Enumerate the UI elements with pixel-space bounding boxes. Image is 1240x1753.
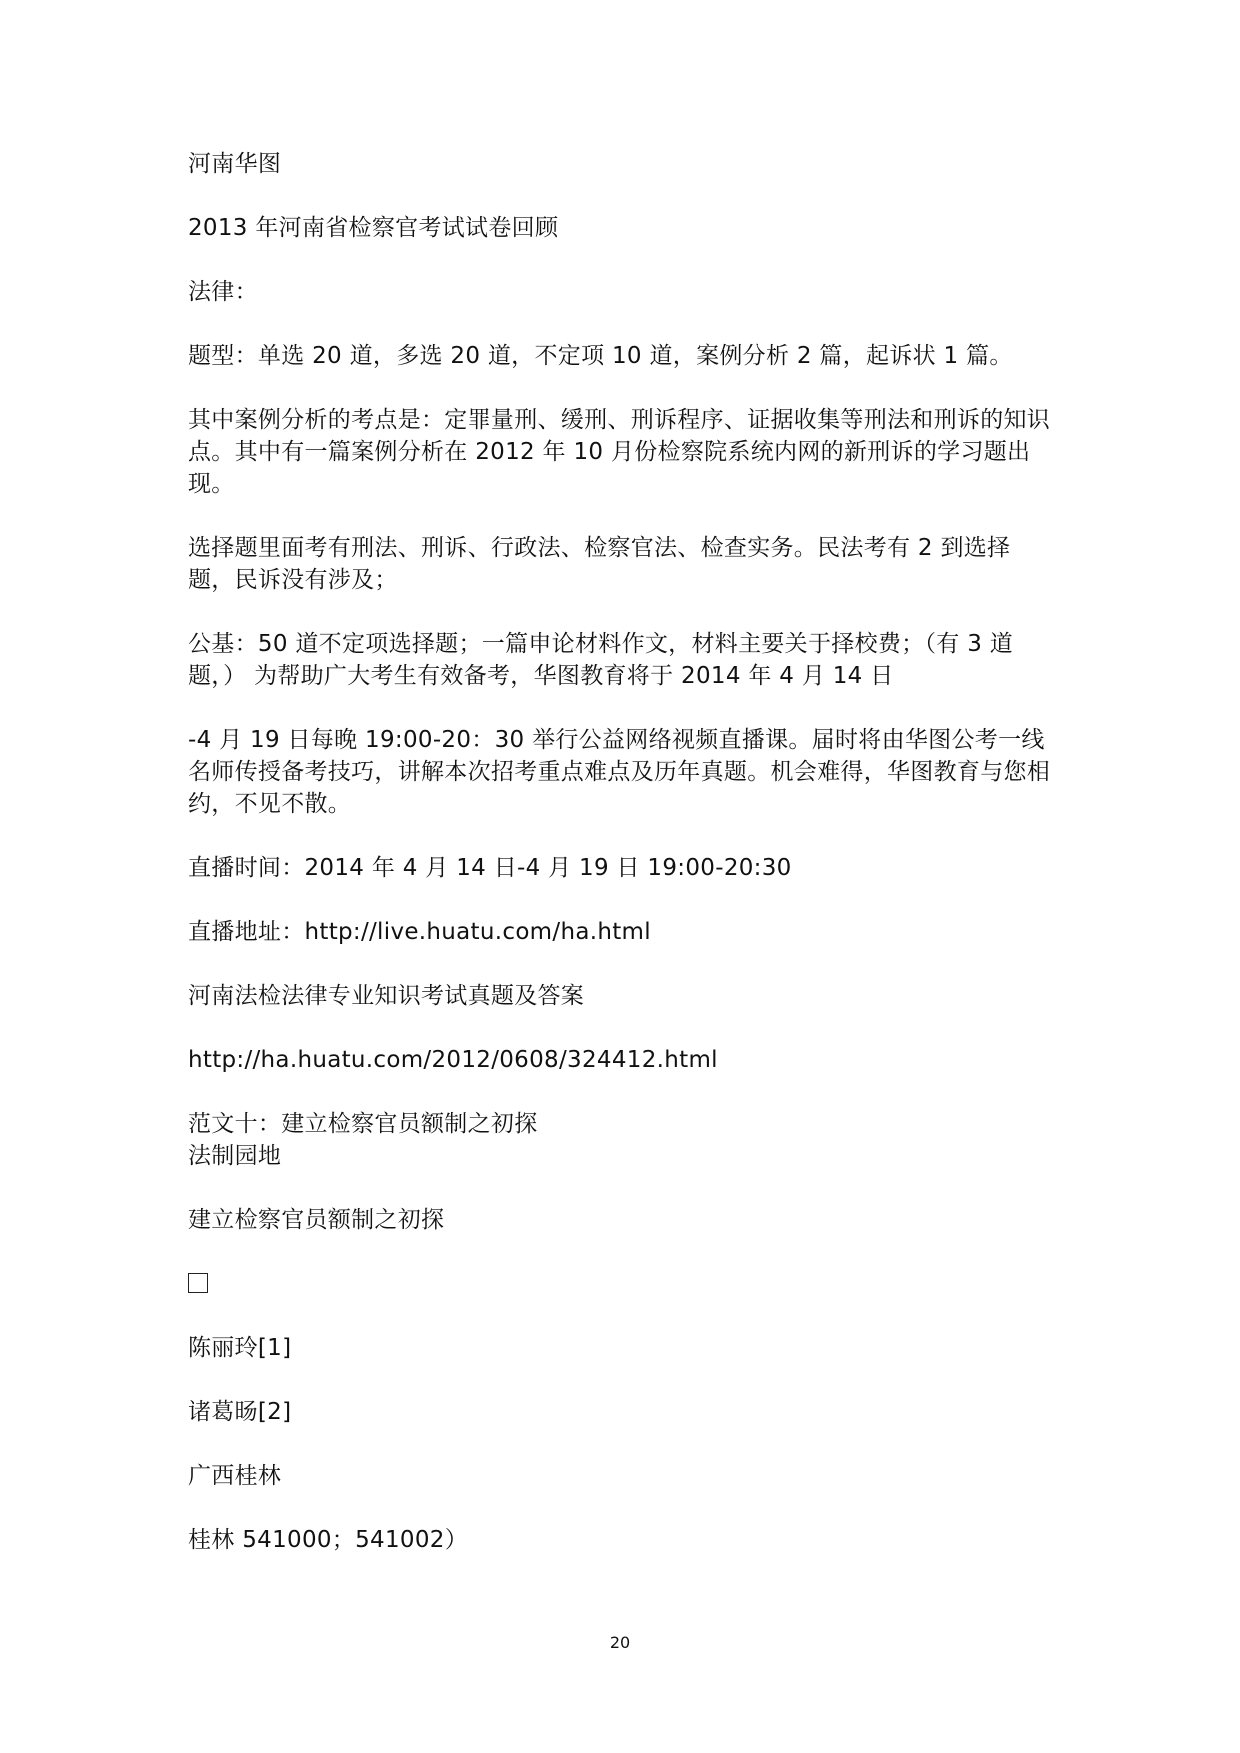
postal-codes: 桂林 541000；541002） [188,1527,469,1553]
placeholder-box [188,1268,1054,1300]
essay-heading: 范文十：建立检察官员额制之初探 [188,1111,538,1137]
page-number: 20 [609,1633,631,1652]
paragraph-publisher: 河南华图 [188,151,282,177]
author-1: 陈丽玲[1] [188,1335,292,1361]
paragraph-public-basics: 公基：50 道不定项选择题；一篇申论材料作文，材料主要关于择校费；（有 3 道题，） 为帮助广大考生有效备考，华图教育将于 2014 年 4 月 14 日 [188,631,1014,689]
empty-box-icon [188,1273,208,1293]
paragraph-case-analysis: 其中案例分析的考点是：定罪量刑、缓刑、刑诉程序、证据收集等刑法和刑诉的知识点。其中有一篇案例分析在 2012 年 10 月份检察院系统内网的新刑诉的学习题出现。 [188,407,1051,497]
paragraph-law-heading: 法律： [188,279,258,305]
essay-column: 法制园地 [188,1143,282,1169]
paragraph-question-types: 题型：单选 20 道，多选 20 道，不定项 10 道，案例分析 2 篇，起诉状 1 篇。 [188,343,1013,369]
paragraph-exam-answers-url: http://ha.huatu.com/2012/0608/324412.html [188,1047,718,1073]
paragraph-exam-review-title: 2013 年河南省检察官考试试卷回顾 [188,215,559,241]
paragraph-live-course: -4 月 19 日每晚 19:00-20：30 举行公益网络视频直播课。届时将由华图公考一线名师传授备考技巧，讲解本次招考重点难点及历年真题。机会难得，华图教育与您相约，不见不散。 [188,727,1051,817]
document-body [188,148,1054,1556]
paragraph-exam-answers-title: 河南法检法律专业知识考试真题及答案 [188,983,585,1009]
author-location: 广西桂林 [188,1463,282,1489]
paragraph-live-address: 直播地址：http://live.huatu.com/ha.html [188,919,651,945]
paragraph-live-time: 直播时间：2014 年 4 月 14 日-4 月 19 日 19:00-20:30 [188,855,792,881]
essay-title: 建立检察官员额制之初探 [188,1207,445,1233]
paragraph-multiple-choice: 选择题里面考有刑法、刑诉、行政法、检察官法、检查实务。民法考有 2 到选择题，民诉没有涉及； [188,535,1011,593]
author-2: 诸葛旸[2] [188,1399,292,1425]
